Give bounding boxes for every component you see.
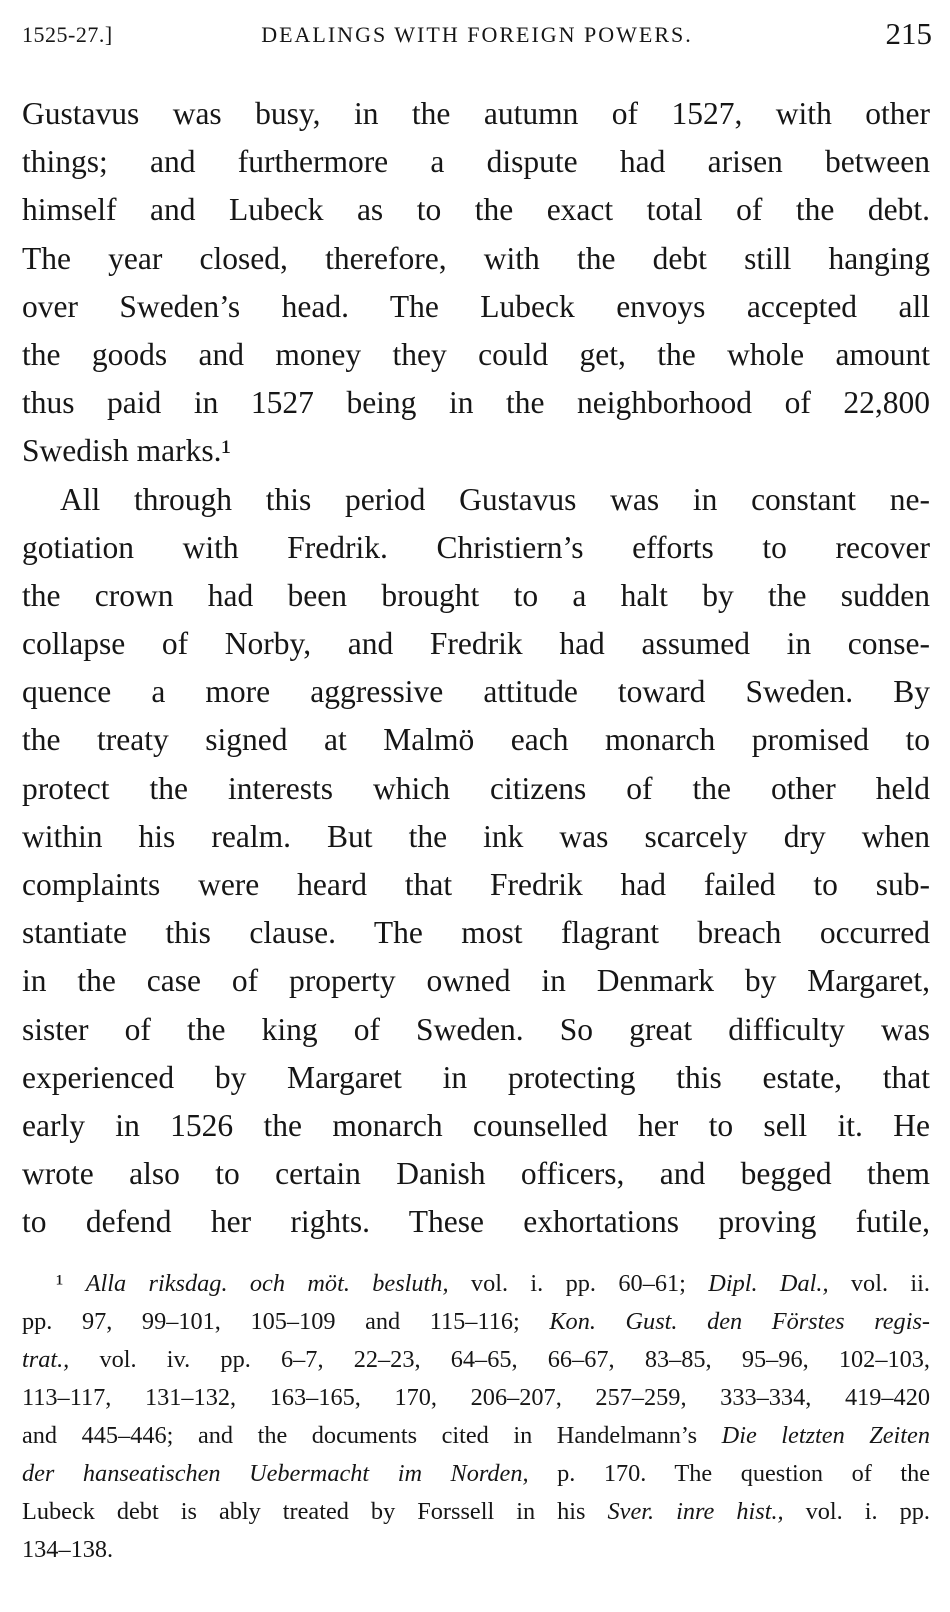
body-line: The year closed, therefore, with the debt still hanging	[22, 240, 930, 276]
running-header	[22, 12, 932, 56]
footnote-line	[22, 1493, 930, 1531]
header-date-range: 1525-27.]	[22, 22, 113, 47]
body-line: the treaty signed at Malmö each monarch promised to	[22, 722, 930, 758]
footnote-text: Lubeck debt is ably treated by Forssell in his	[22, 1498, 608, 1525]
footnote-text: vol. i. pp.	[783, 1498, 930, 1525]
footnote-line: 113–117, 131–132, 163–165, 170, 206–207, 257–259, 333–334, 419–420	[22, 1384, 930, 1411]
footnote-citation-title: Sver. inre hist.,	[607, 1498, 784, 1525]
footnote-citation-title: Alla riksdag. och möt. besluth,	[85, 1270, 449, 1297]
body-line: the crown had been brought to a halt by the sudden	[22, 577, 930, 613]
body-line: himself and Lubeck as to the exact total of the debt.	[22, 192, 930, 228]
footnote-marker: ¹	[56, 1270, 64, 1297]
body-line: to defend her rights. These exhortations proving futile,	[22, 1204, 930, 1240]
footnote-line	[22, 1341, 930, 1379]
body-text	[22, 90, 930, 1247]
body-line: Gustavus was busy, in the autumn of 1527, with other	[22, 96, 930, 131]
body-line: within his realm. But the ink was scarcely dry when	[22, 818, 930, 854]
footnote-text: vol. ii.	[828, 1270, 930, 1297]
body-line: early in 1526 the monarch counselled her to sell it. He	[22, 1107, 930, 1143]
footnote-citation-title: der hanseatischen Uebermacht im Norden,	[22, 1460, 529, 1487]
body-line: wrote also to certain Danish officers, and begged them	[22, 1156, 930, 1192]
body-line: experienced by Margaret in protecting this estate, that	[22, 1059, 930, 1095]
body-line: collapse of Norby, and Fredrik had assumed in conse-	[22, 626, 930, 662]
body-line: gotiation with Fredrik. Christiern’s efforts to recover	[22, 529, 930, 565]
body-line: the goods and money they could get, the whole amount	[22, 336, 930, 372]
body-line: over Sweden’s head. The Lubeck envoys accepted all	[22, 288, 930, 324]
body-line: protect the interests which citizens of the other held	[22, 770, 930, 806]
body-line: complaints were heard that Fredrik had failed to sub-	[22, 867, 930, 902]
footnote-text: vol. i. pp. 60–61;	[448, 1270, 709, 1297]
body-line: quence a more aggressive attitude toward Sweden. By	[22, 674, 930, 710]
footnote-text: and 445–446; and the documents cited in Handelmann’s	[22, 1422, 722, 1449]
footnote-citation-title: Kon. Gust. den Förstes regis-	[549, 1308, 930, 1335]
footnote-citation-title: trat.,	[22, 1346, 70, 1373]
footnote-text: p. 170. The question of the	[528, 1460, 930, 1487]
body-line: stantiate this clause. The most flagrant breach occurred	[22, 915, 930, 951]
body-line: sister of the king of Sweden. So great difficulty was	[22, 1011, 930, 1047]
body-line: All through this period Gustavus was in constant ne-	[60, 481, 930, 517]
page-number: 215	[885, 16, 932, 51]
footnote-line	[22, 1265, 930, 1303]
footnote-citation-title: Die letzten Zeiten	[721, 1422, 930, 1449]
footnote-text: vol. iv. pp. 6–7, 22–23, 64–65, 66–67, 83–85, 95–96, 102–103,	[69, 1346, 930, 1373]
body-line: thus paid in 1527 being in the neighborhood of 22,800	[22, 385, 930, 421]
footnote-text: pp. 97, 99–101, 105–109 and 115–116;	[22, 1308, 550, 1335]
footnote-line	[22, 1455, 930, 1493]
body-line: in the case of property owned in Denmark by Margaret,	[22, 963, 930, 999]
header-title: DEALINGS WITH FOREIGN POWERS.	[261, 22, 693, 47]
footnote-line: 134–138.	[22, 1536, 114, 1563]
body-line: things; and furthermore a dispute had arisen between	[22, 144, 930, 180]
footnote	[22, 1265, 930, 1569]
footnote-citation-title: Dipl. Dal.,	[708, 1270, 829, 1297]
body-line: Swedish marks.¹	[22, 433, 231, 469]
footnote-line	[22, 1303, 930, 1341]
footnote-line	[22, 1417, 930, 1455]
